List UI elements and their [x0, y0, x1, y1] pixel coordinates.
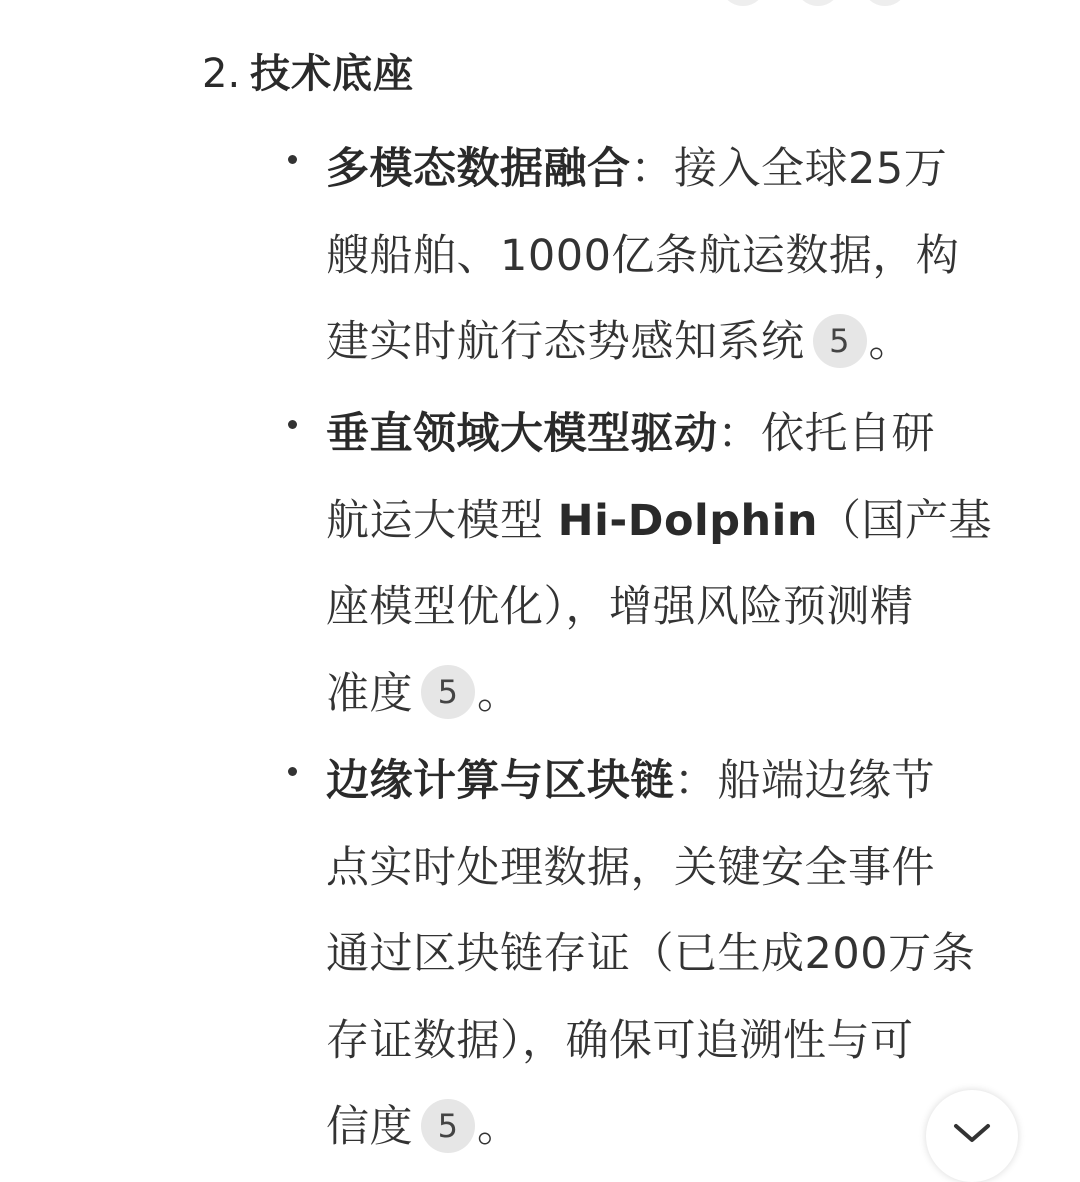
- period: 。: [477, 1102, 521, 1152]
- bullet-marker: [288, 420, 297, 429]
- list-item-text: [326, 738, 1010, 1171]
- text-line: 依托自研: [761, 409, 935, 459]
- text-line: 准度: [326, 668, 413, 719]
- bullet-marker: [288, 155, 297, 164]
- bullet-title: 多模态数据融合: [326, 144, 631, 194]
- citation-badge[interactable]: 5: [421, 1099, 475, 1153]
- separator: ：: [630, 144, 674, 194]
- text-line: 通过区块链存证（已生成200万条: [326, 929, 976, 979]
- action-icon[interactable]: [795, 0, 841, 6]
- period: 。: [868, 317, 912, 367]
- separator: ：: [717, 409, 761, 459]
- text-line: 点实时处理数据，关键安全事件: [326, 842, 935, 893]
- list-item-text: [326, 391, 1010, 737]
- citation-badge[interactable]: 5: [813, 314, 867, 368]
- bullet-marker: [288, 767, 297, 776]
- text-line: 航运大模型: [326, 495, 558, 546]
- text-line: 接入全球25万: [674, 144, 948, 194]
- section-title: 技术底座: [250, 51, 415, 97]
- action-icon[interactable]: [862, 0, 908, 6]
- text-line: 艘船舶、1000亿条航运数据，构: [326, 230, 960, 281]
- list-item-text: [326, 126, 1010, 386]
- text-line: 船端边缘节: [717, 756, 935, 806]
- text-line: 建实时航行态势感知系统: [326, 317, 805, 367]
- scroll-to-bottom-button[interactable]: [926, 1090, 1018, 1182]
- separator: ：: [674, 756, 718, 806]
- section-heading: [202, 44, 414, 104]
- text-line: 座模型优化），增强风险预测精: [326, 582, 914, 632]
- text-line: 存证数据），确保可追溯性与可: [326, 1015, 914, 1066]
- period: 。: [477, 668, 521, 719]
- bold-term: Hi-Dolphin: [557, 495, 818, 546]
- text-line: （国产基: [817, 495, 992, 546]
- bullet-title: 垂直领域大模型驱动: [326, 409, 718, 459]
- bullet-title: 边缘计算与区块链: [326, 756, 674, 806]
- chevron-down-icon: [952, 1122, 992, 1146]
- section-number: 2.: [202, 51, 241, 97]
- action-icon[interactable]: [720, 0, 766, 6]
- previous-content-fragment: [0, 0, 1080, 12]
- citation-badge[interactable]: 5: [421, 665, 475, 719]
- text-line: 信度: [326, 1102, 413, 1152]
